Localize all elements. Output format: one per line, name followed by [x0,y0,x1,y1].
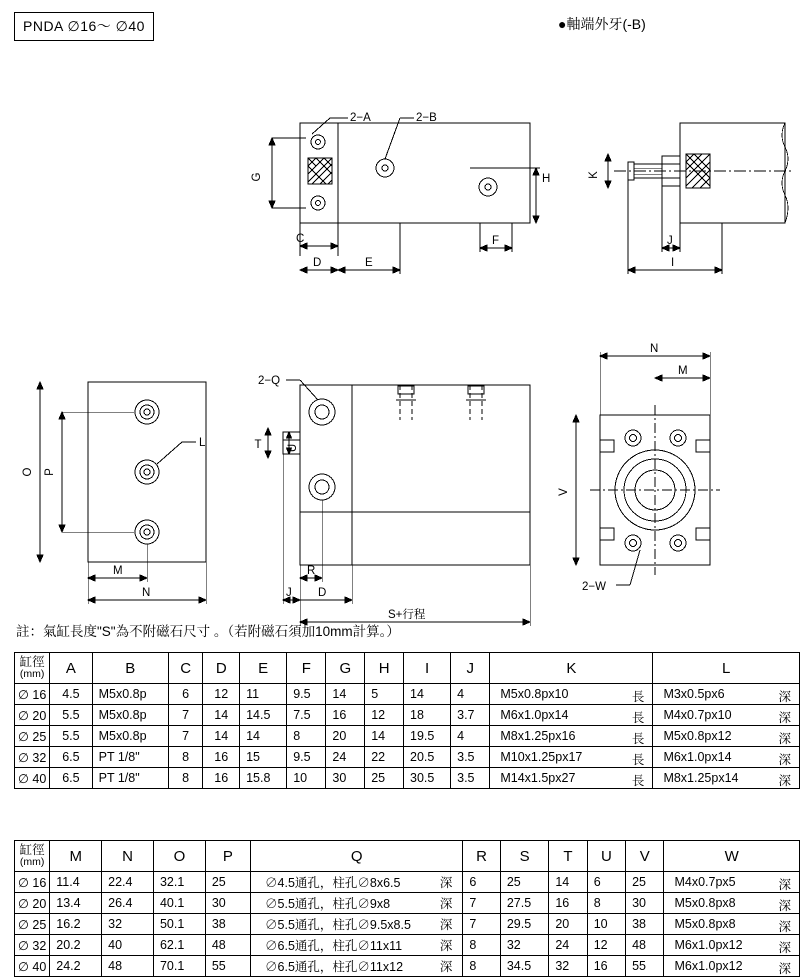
cell-q-value: ∅5.5通孔，柱孔∅9x8 [265,897,391,911]
header-q: Q [251,841,463,872]
label-v: V [558,488,570,496]
cell-q-tail: 深 [439,960,453,974]
cell-b: PT 1/8" [92,768,168,789]
header-i: I [404,653,451,684]
cell-o: 62.1 [153,935,205,956]
cell-h: 5 [365,684,404,705]
dimension-table-1 [14,652,800,789]
cell-s: 32 [500,935,548,956]
cell-g: 30 [326,768,365,789]
header-w: W [664,841,800,872]
cell-v: 55 [626,956,664,977]
cell-d: 14 [203,705,240,726]
cell-l-tail: 深 [778,711,791,725]
label-n-left: N [142,587,151,599]
cell-e: 11 [240,684,287,705]
cell-n: 22.4 [102,872,154,893]
label-d-mid: D [318,587,327,599]
cell-bore: ∅ 25 [15,914,50,935]
header-a: A [50,653,92,684]
cell-m: 13.4 [50,893,102,914]
label-f: F [492,235,500,247]
cell-r: 8 [463,935,500,956]
label-2q: 2−Q [258,375,281,387]
cell-t: 16 [549,893,587,914]
cell-bore: ∅ 40 [15,956,50,977]
cell-w [664,956,800,977]
cell-r: 8 [463,956,500,977]
cell-r: 7 [463,893,500,914]
header-m: M [50,841,102,872]
label-s-stroke: S+行程 [388,609,426,621]
header-n: N [102,841,154,872]
cell-o: 40.1 [153,893,205,914]
cell-g: 16 [326,705,365,726]
cell-a: 4.5 [50,684,92,705]
label-m-right: M [678,365,688,377]
label-l: L [199,437,206,449]
cell-s: 29.5 [500,914,548,935]
cell-q-value: ∅5.5通孔，柱孔∅9.5x8.5 [265,918,411,932]
cell-k-tail: 長 [631,690,645,704]
header-bore: 缸徑 (mm) [15,653,50,684]
cell-o: 70.1 [153,956,205,977]
table1-header-row [15,653,800,684]
cell-k-tail: 長 [631,774,645,788]
cell-bore: ∅ 16 [15,872,50,893]
cell-i: 18 [404,705,451,726]
label-r: R [307,565,316,577]
cell-h: 12 [365,705,404,726]
header-u: U [587,841,625,872]
cell-o: 50.1 [153,914,205,935]
cell-u: 12 [587,935,625,956]
dimension-table-2 [14,840,800,977]
cell-c: 7 [168,705,203,726]
label-p: P [44,468,56,476]
cell-d: 16 [203,768,240,789]
cell-t: 20 [549,914,587,935]
cell-m: 16.2 [50,914,102,935]
cell-q-value: ∅4.5通孔，柱孔∅8x6.5 [265,876,401,890]
cell-n: 32 [102,914,154,935]
cell-p: 30 [205,893,250,914]
cell-bore: ∅ 25 [15,726,50,747]
cell-s: 34.5 [500,956,548,977]
cell-l-value: M3x0.5px6 [663,687,725,701]
cell-q-tail: 深 [439,918,453,932]
header-g: G [326,653,365,684]
cell-k [490,768,653,789]
table-row [15,726,800,747]
label-2w: 2−W [582,581,606,593]
cell-c: 8 [168,768,203,789]
cell-m: 24.2 [50,956,102,977]
header-l: L [653,653,800,684]
cell-f: 8 [287,726,326,747]
cell-bore: ∅ 20 [15,705,50,726]
cell-w [664,872,800,893]
header-k: K [490,653,653,684]
cell-i: 19.5 [404,726,451,747]
cell-l [653,705,800,726]
cell-q [251,872,463,893]
cell-d: 12 [203,684,240,705]
cell-q-tail: 深 [439,939,453,953]
cell-q [251,914,463,935]
cell-bore: ∅ 40 [15,768,50,789]
cell-n: 48 [102,956,154,977]
cell-o: 32.1 [153,872,205,893]
header-j: J [451,653,490,684]
header-d: D [203,653,240,684]
cell-c: 6 [168,684,203,705]
cell-w-tail: 深 [778,899,791,913]
cell-k [490,747,653,768]
cell-w [664,893,800,914]
cell-l-tail: 深 [778,732,791,746]
table2-header-row [15,841,800,872]
table-row [15,705,800,726]
cell-q-tail: 深 [439,876,453,890]
header-bore: 缸徑 (mm) [15,841,50,872]
table-row [15,768,800,789]
cell-b: PT 1/8" [92,747,168,768]
cell-g: 14 [326,684,365,705]
cell-f: 7.5 [287,705,326,726]
cell-k-value: M8x1.25px16 [500,729,576,743]
cell-q [251,956,463,977]
cell-w-value: M4x0.7px5 [674,875,736,889]
cell-p: 25 [205,872,250,893]
label-m-left: M [113,565,123,577]
cell-g: 20 [326,726,365,747]
cell-e: 15 [240,747,287,768]
cell-j: 4 [451,726,490,747]
table-row [15,956,800,977]
cell-v: 38 [626,914,664,935]
cell-l-value: M8x1.25px14 [663,771,739,785]
variant-label: ●軸端外牙(-B) [558,16,646,32]
header-e: E [240,653,287,684]
header-v: V [626,841,664,872]
cell-w [664,914,800,935]
label-g: G [251,172,263,182]
cell-w-tail: 深 [778,941,791,955]
cell-d: 16 [203,747,240,768]
cell-k-value: M6x1.0px14 [500,708,569,722]
table-row [15,747,800,768]
cell-q-value: ∅6.5通孔，柱孔∅11x11 [265,939,403,953]
cell-u: 16 [587,956,625,977]
cell-a: 6.5 [50,768,92,789]
cell-a: 5.5 [50,726,92,747]
cell-v: 30 [626,893,664,914]
cell-e: 15.8 [240,768,287,789]
header-c: C [168,653,203,684]
cell-k-tail: 長 [631,711,645,725]
label-j-mid: J [286,587,292,599]
header-s: S [500,841,548,872]
cell-f: 9.5 [287,747,326,768]
header-t: T [549,841,587,872]
cell-l-tail: 深 [778,774,791,788]
cell-l [653,726,800,747]
cell-l-value: M6x1.0px14 [663,750,732,764]
cell-t: 14 [549,872,587,893]
cell-bore: ∅ 32 [15,747,50,768]
cell-h: 22 [365,747,404,768]
cell-k [490,684,653,705]
label-j-top: J [667,235,673,247]
label-e: E [365,257,373,269]
label-c: C [296,233,305,245]
cell-bore: ∅ 32 [15,935,50,956]
cell-m: 20.2 [50,935,102,956]
cell-p: 38 [205,914,250,935]
cell-k-value: M5x0.8px10 [500,687,569,701]
cell-q-value: ∅6.5通孔，柱孔∅11x12 [265,960,404,974]
cell-p: 48 [205,935,250,956]
cell-d: 14 [203,726,240,747]
cell-b: M5x0.8p [92,705,168,726]
header-h: H [365,653,404,684]
label-i: I [671,257,675,269]
cell-w-tail: 深 [778,920,791,934]
drawing-area [0,60,800,621]
cell-s: 27.5 [500,893,548,914]
cell-f: 9.5 [287,684,326,705]
cell-w-tail: 深 [778,878,791,892]
cell-bore: ∅ 16 [15,684,50,705]
cell-a: 6.5 [50,747,92,768]
cell-k-tail: 長 [631,753,645,767]
cell-c: 7 [168,726,203,747]
table-row [15,914,800,935]
cell-k-value: M10x1.25px17 [500,750,583,764]
label-h: H [542,173,551,185]
label-n-right: N [650,343,659,355]
cell-r: 6 [463,872,500,893]
header-o: O [153,841,205,872]
cell-k [490,726,653,747]
cell-w-tail: 深 [778,962,791,976]
cell-t: 24 [549,935,587,956]
cell-b: M5x0.8p [92,684,168,705]
table-row [15,893,800,914]
cell-c: 8 [168,747,203,768]
cell-j: 3.5 [451,747,490,768]
label-o: O [22,467,34,477]
label-d: D [313,257,322,269]
cell-l-tail: 深 [778,690,791,704]
cell-w [664,935,800,956]
cell-j: 3.5 [451,768,490,789]
cell-bore: ∅ 20 [15,893,50,914]
cell-e: 14.5 [240,705,287,726]
cell-l [653,768,800,789]
table-row [15,935,800,956]
label-k: K [588,171,600,179]
header-r: R [463,841,500,872]
cell-l-tail: 深 [778,753,791,767]
cell-l [653,747,800,768]
page-title: PNDA ∅16～ ∅40 [14,12,154,41]
label-2a: 2−A [350,112,371,124]
cell-w-value: M5x0.8px8 [674,896,736,910]
cell-l [653,684,800,705]
cell-v: 48 [626,935,664,956]
header-b: B [92,653,168,684]
cell-j: 4 [451,684,490,705]
cell-u: 6 [587,872,625,893]
note-text: 註：氣缸長度"S"為不附磁石尺寸 。（若附磁石須加10mm計算。） [16,624,400,639]
cell-l-value: M5x0.8px12 [663,729,732,743]
header-p: P [205,841,250,872]
cell-e: 14 [240,726,287,747]
table-row [15,684,800,705]
cell-f: 10 [287,768,326,789]
cylinder-drawings-svg [0,60,800,621]
cell-k-value: M14x1.5px27 [500,771,576,785]
cell-g: 24 [326,747,365,768]
cell-v: 25 [626,872,664,893]
cell-q [251,893,463,914]
cell-r: 7 [463,914,500,935]
label-t: T [254,439,262,451]
cell-k [490,705,653,726]
cell-m: 11.4 [50,872,102,893]
cell-a: 5.5 [50,705,92,726]
cell-t: 32 [549,956,587,977]
cell-h: 14 [365,726,404,747]
cell-n: 40 [102,935,154,956]
cell-u: 8 [587,893,625,914]
label-2b: 2−B [416,112,437,124]
cell-k-tail: 長 [631,732,645,746]
cell-l-value: M4x0.7px10 [663,708,732,722]
cell-i: 30.5 [404,768,451,789]
cell-j: 3.7 [451,705,490,726]
cell-h: 25 [365,768,404,789]
cell-w-value: M6x1.0px12 [674,959,743,973]
cell-b: M5x0.8p [92,726,168,747]
cell-s: 25 [500,872,548,893]
label-u: U [287,443,299,453]
cell-n: 26.4 [102,893,154,914]
cell-i: 20.5 [404,747,451,768]
cell-p: 55 [205,956,250,977]
cell-u: 10 [587,914,625,935]
cell-q-tail: 深 [439,897,453,911]
cell-i: 14 [404,684,451,705]
header-f: F [287,653,326,684]
table-row [15,872,800,893]
cell-w-value: M5x0.8px8 [674,917,736,931]
cell-w-value: M6x1.0px12 [674,938,743,952]
cell-q [251,935,463,956]
